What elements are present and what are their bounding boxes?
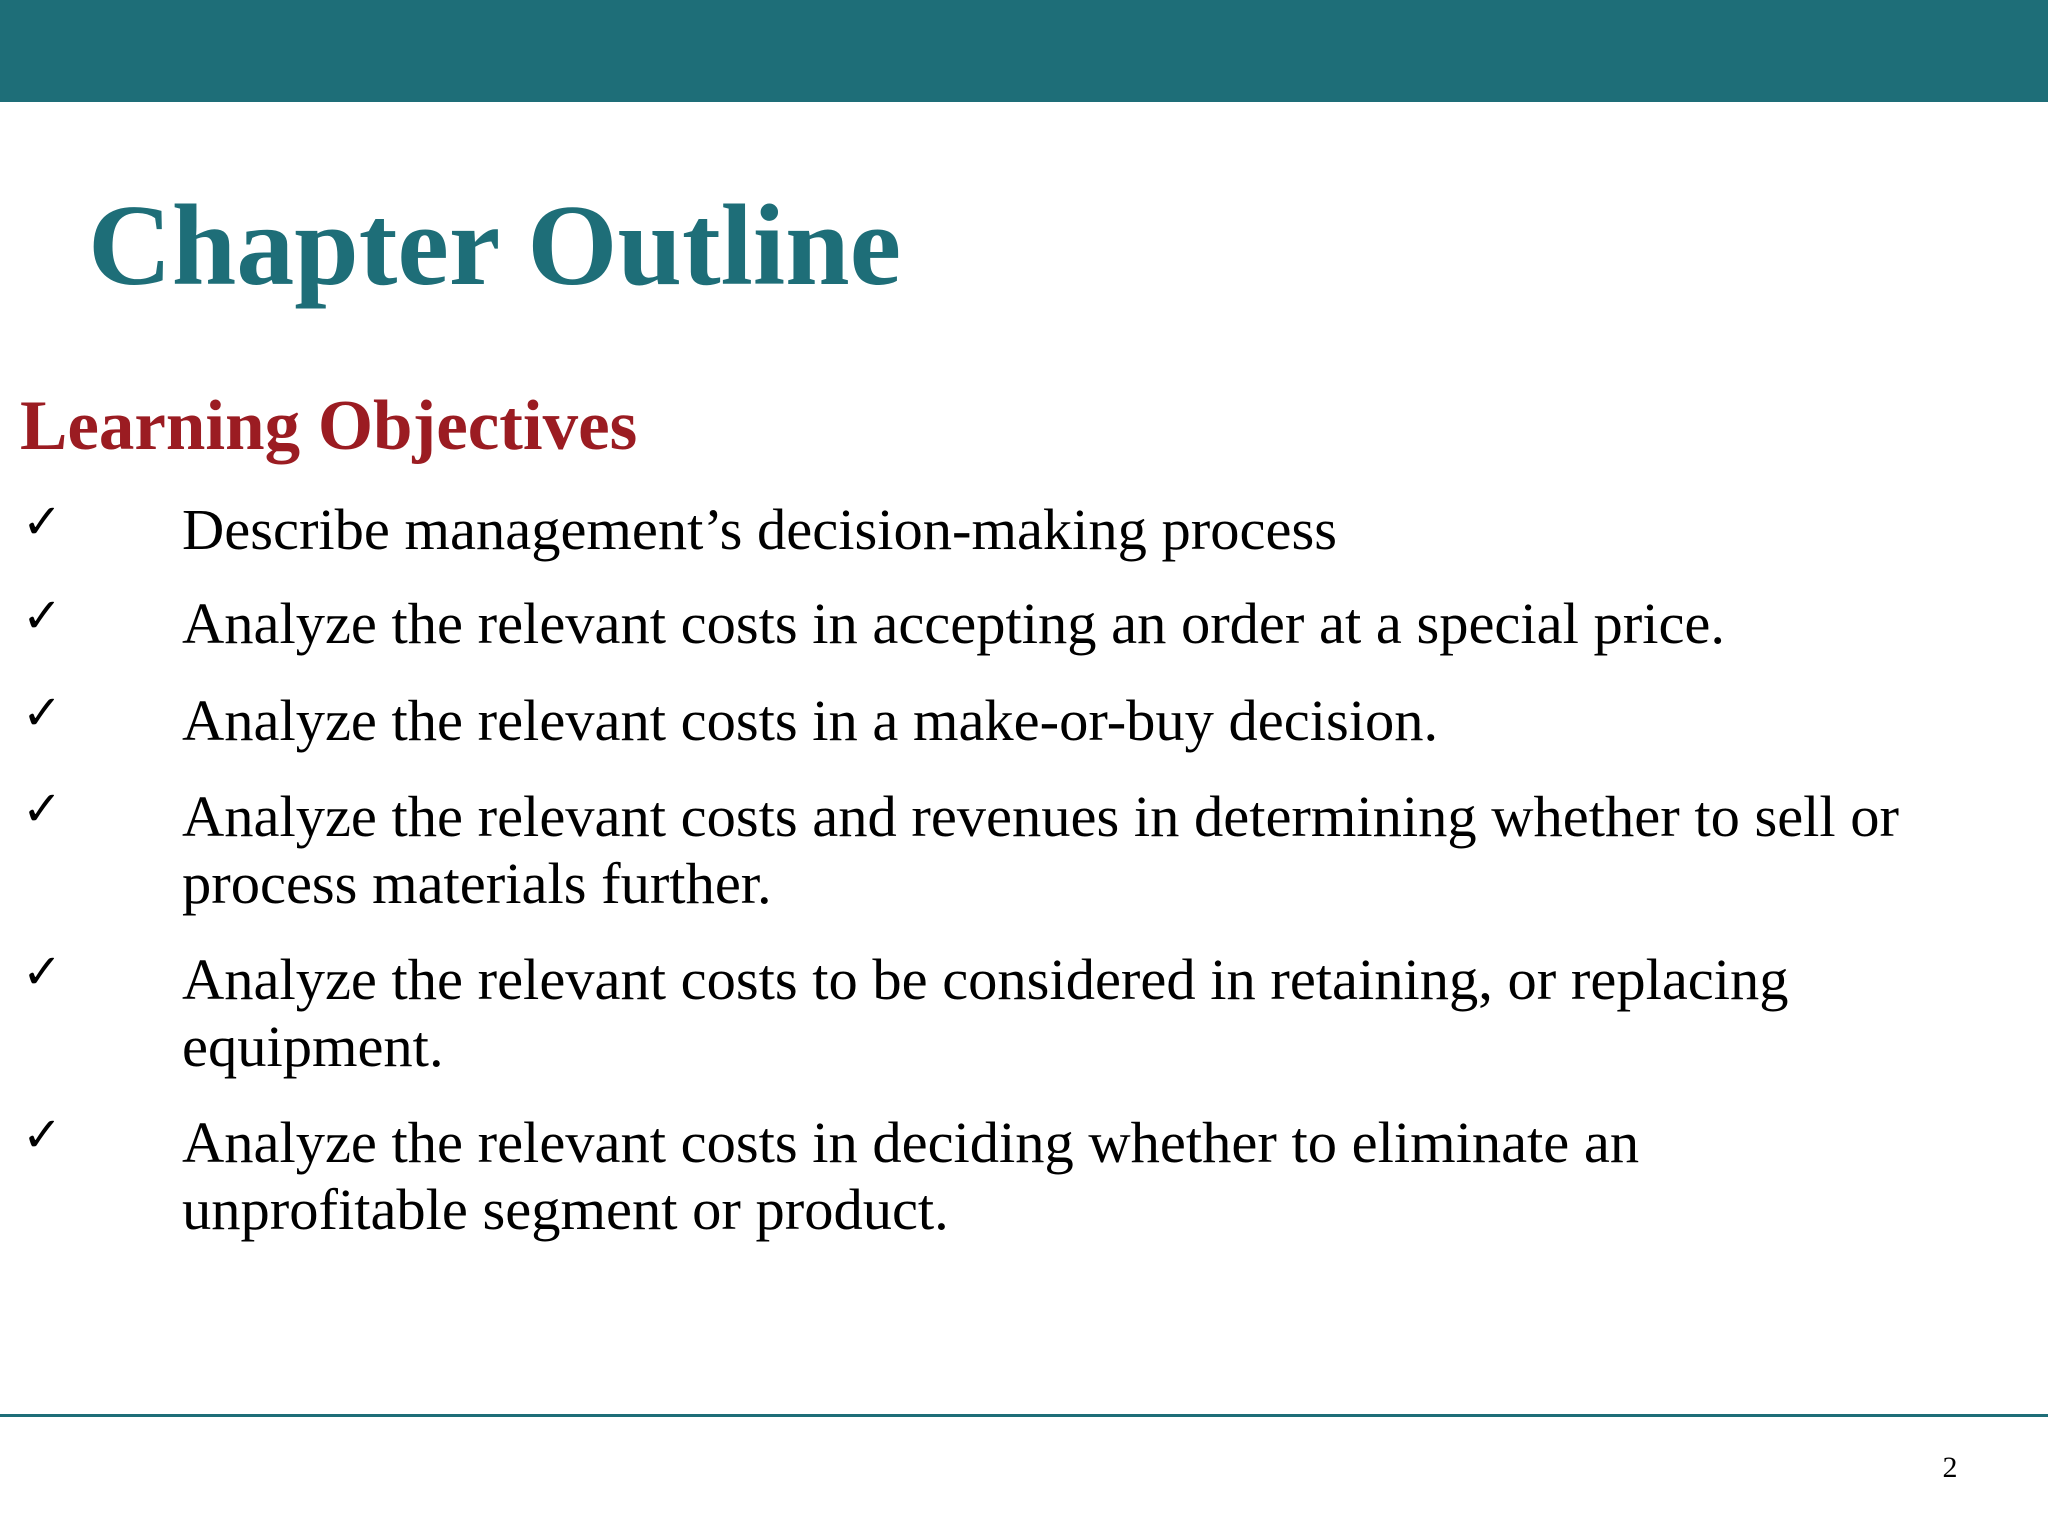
learning-objectives-heading: Learning Objectives: [20, 387, 638, 465]
checkmark-icon: ✓: [22, 494, 63, 550]
objective-text: Analyze the relevant costs in deciding whether to eliminate an unprofitable segment or product.: [182, 1110, 1640, 1242]
footer-divider: [0, 1414, 2048, 1417]
checkmark-icon: ✓: [22, 1107, 63, 1163]
checkmark-icon: ✓: [22, 944, 63, 1000]
slide-title: Chapter Outline: [88, 182, 902, 310]
page-number: 2: [1942, 1451, 1958, 1484]
objective-text: Describe management’s decision-making process: [182, 497, 1338, 562]
checkmark-icon: ✓: [22, 781, 63, 837]
objective-text: Analyze the relevant costs and revenues in determining whether to sell or process materials further.: [182, 784, 1900, 916]
objective-text: Analyze the relevant costs in a make-or-buy decision.: [182, 688, 1439, 753]
checkmark-icon: ✓: [22, 685, 63, 741]
objective-text: Analyze the relevant costs in accepting an order at a special price.: [182, 591, 1726, 656]
checkmark-icon: ✓: [22, 588, 63, 644]
objective-text: Analyze the relevant costs to be considered in retaining, or replacing equipment.: [182, 947, 1789, 1079]
